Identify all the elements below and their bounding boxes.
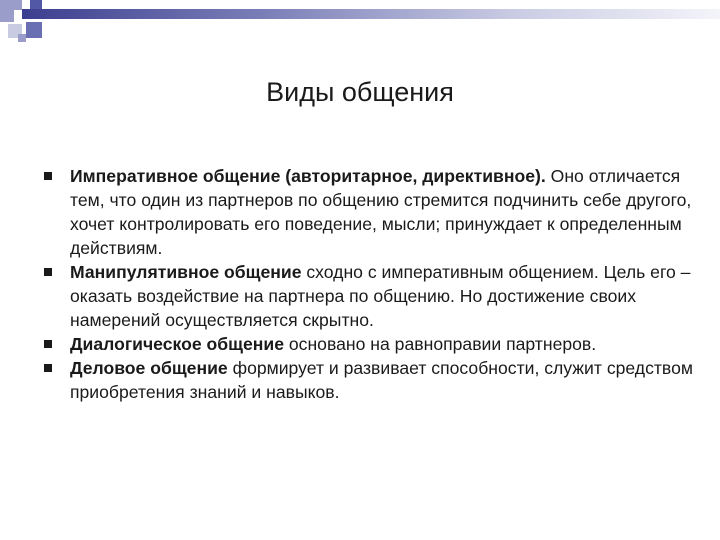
list-item <box>44 260 694 332</box>
bullet-list <box>44 164 694 404</box>
item-text: формирует и развивает способности, служит средством приобретения знаний и навыков. <box>70 358 693 402</box>
list-item <box>44 332 694 356</box>
item-text: сходно с императивным общением. Цель его – оказать воздействие на партнера по общению. Но достижение своих намерений осуществляется скрытно. <box>70 262 691 330</box>
item-term: Диалогическое общение <box>70 334 284 354</box>
bullet-icon <box>44 364 52 372</box>
item-term: Манипулятивное общение <box>70 262 302 282</box>
header-band <box>22 9 720 19</box>
item-term: Императивное общение (авторитарное, директивное). <box>70 166 546 186</box>
slide-title: Виды общения <box>266 77 454 107</box>
list-item <box>44 164 694 260</box>
decor-square <box>26 22 42 38</box>
bullet-icon <box>44 172 52 180</box>
item-text: Оно отличается тем, что один из партнеров по общению стремится подчинить себе другого, хочет контролировать его поведение, мысли; принуждает к определенным действиям. <box>70 166 692 258</box>
item-text: основано на равноправии партнеров. <box>284 334 597 354</box>
item-term: Деловое общение <box>70 358 228 378</box>
bullet-icon <box>44 268 52 276</box>
list-item <box>44 356 694 404</box>
bullet-icon <box>44 340 52 348</box>
decor-square <box>18 34 26 42</box>
